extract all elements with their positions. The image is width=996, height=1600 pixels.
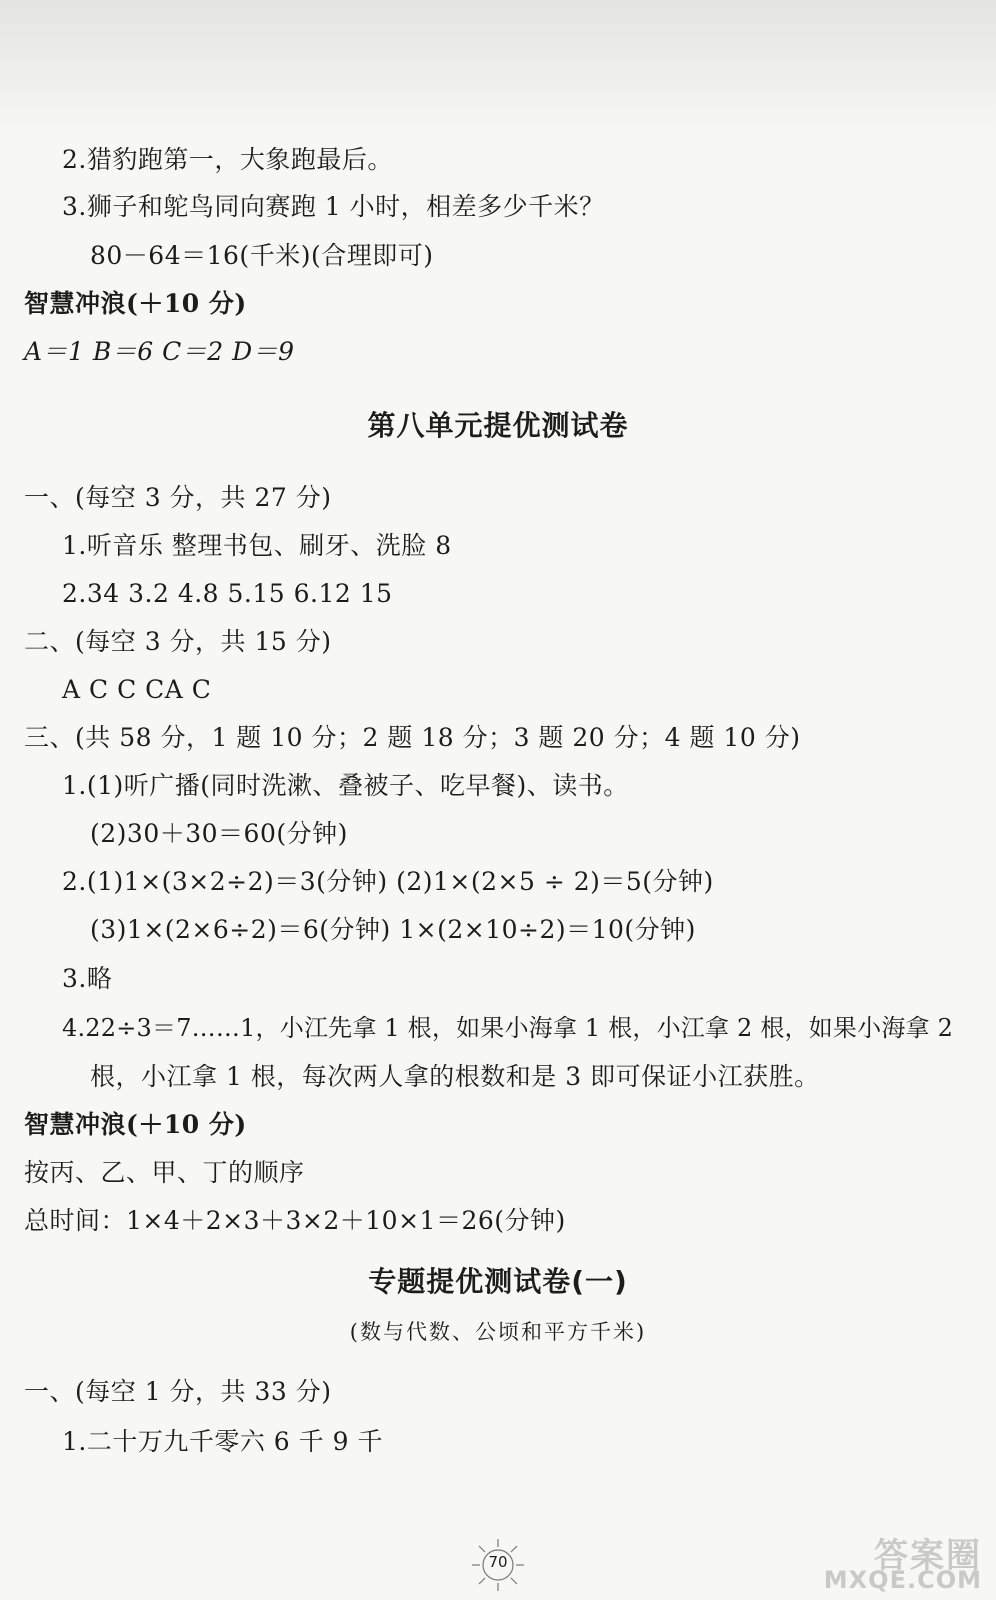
answer-line: 1.(1)听广播(同时洗漱、叠被子、吃早餐)、读书。 [62,771,629,800]
special-title: 专题提优测试卷(一) [368,1265,628,1298]
unit8-title: 第八单元提优测试卷 [367,409,629,442]
answer-line: 2.猎豹跑第一，大象跑最后。 [62,145,393,174]
answer-line: 总时间：1×4＋2×3＋3×2＋10×1＝26(分钟) [24,1206,566,1235]
section-heading: 三、(共 58 分，1 题 10 分；2 题 18 分；3 题 20 分；4 题 10 分) [24,723,801,752]
section-heading: 智慧冲浪(＋10 分) [24,289,247,318]
special-subtitle: (数与代数、公顷和平方千米) [349,1320,647,1344]
answer-line: 80－64＝16(千米)(合理即可) [90,241,434,270]
answer-line: 2.(1)1×(3×2÷2)＝3(分钟) (2)1×(2×5 ÷ 2)＝5(分钟) [62,867,714,896]
answer-line: A＝1 B＝6 C＝2 D＝9 [24,337,295,366]
watermark-en: MXQE.COM [823,1566,982,1594]
section-heading: 一、(每空 1 分，共 33 分) [24,1377,332,1406]
watermark-cn: 答案圈 [874,1536,982,1576]
section-heading: 一、(每空 3 分，共 27 分) [24,483,332,512]
page-number-text: 70 [488,1553,508,1571]
answer-line: 1.二十万九千零六 6 千 9 千 [62,1427,383,1456]
scan-shadow [0,0,996,140]
answer-line: A C C CA C [62,675,212,704]
watermark [792,1528,982,1594]
answer-line: 根，小江拿 1 根，每次两人拿的根数和是 3 即可保证小江获胜。 [90,1062,820,1091]
answer-line: (2)30＋30＝60(分钟) [90,819,348,848]
page-number [468,1535,528,1595]
answer-line: 4.22÷3＝7……1，小江先拿 1 根，如果小海拿 1 根，小江拿 2 根，如果小海拿 2 [62,1014,954,1042]
answer-line: (3)1×(2×6÷2)＝6(分钟) 1×(2×10÷2)＝10(分钟) [90,915,696,944]
section-heading: 智慧冲浪(＋10 分) [24,1110,247,1139]
section-heading: 二、(每空 3 分，共 15 分) [24,627,332,656]
answer-line: 1.听音乐 整理书包、刷牙、洗脸 8 [62,531,452,560]
answer-line: 3.略 [62,964,113,993]
answer-line: 按丙、乙、甲、丁的顺序 [24,1158,305,1187]
question-line: 3.狮子和鸵鸟同向赛跑 1 小时，相差多少千米？ [62,192,605,221]
answer-line: 2.34 3.2 4.8 5.15 6.12 15 [62,579,393,608]
